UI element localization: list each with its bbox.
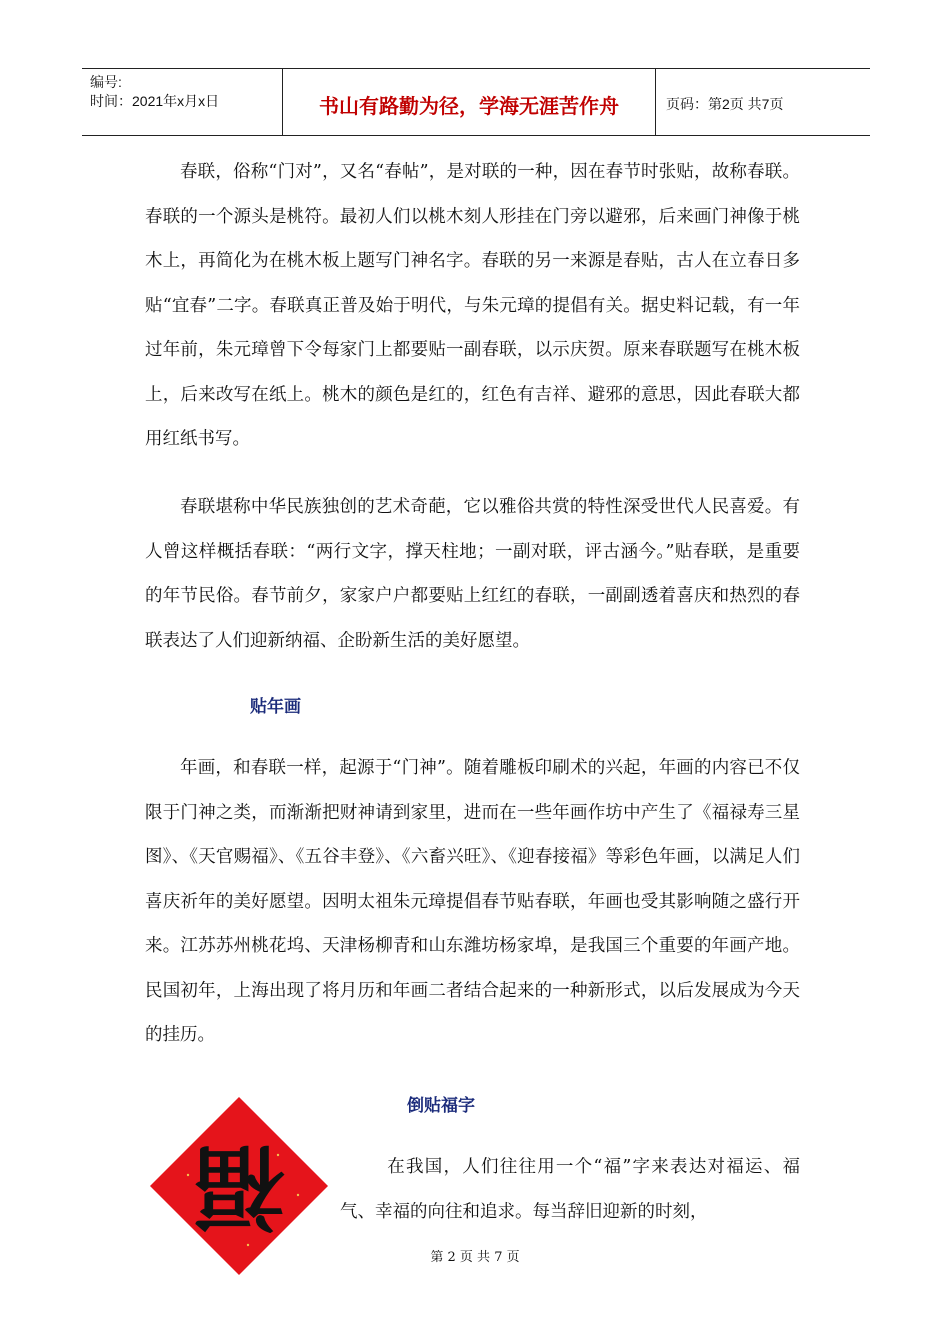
heading-nianhua: 贴年画 (250, 697, 301, 716)
upside-down-fu-character: 福 (192, 1132, 286, 1240)
gold-speck (187, 1174, 189, 1176)
paragraph-nianhua: 年画，和春联一样，起源于“门神”。随着雕板印刷术的兴起，年画的内容已不仅限于门神之类，而渐渐把财神请到家里，进而在一些年画作坊中产生了《福禄寿三星图》、《天官赐福》、《五谷丰登》、《六畜兴旺》、《迎春接福》等彩色年画，以满足人们喜庆祈年的美好愿望。因明太祖朱元璋提倡春节贴春联，年画也受其影响随之盛行开来。江苏苏州桃花坞、天津杨柳青和山东潍坊杨家埠，是我国三个重要的年画产地。民国初年，上海出现了将月历和年画二者结合起来的一种新形式，以后发展成为今天的挂历。 (145, 758, 800, 1045)
page-header (82, 68, 870, 136)
heading-daotie-fuzi: 倒贴福字 (407, 1096, 475, 1115)
header-motto: 书山有路勤为径，学海无涯苦作舟 (282, 69, 656, 135)
page-footer: 第 2 页 共 7 页 (430, 1250, 520, 1265)
gold-speck (297, 1194, 299, 1196)
paragraph-chunlian-origin: 春联，俗称“门对”，又名“春帖”，是对联的一种，因在春节时张贴，故称春联。春联的一个源头是桃符。最初人们以桃木刻人形挂在门旁以避邪，后来画门神像于桃木上，再简化为在桃木板上题写门神名字。春联的另一来源是春贴，古人在立春日多贴“宜春”二字。春联真正普及始于明代，与朱元璋的提倡有关。据史料记载，有一年过年前，朱元璋曾下令每家门上都要贴一副春联，以示庆贺。原来春联题写在桃木板上，后来改写在纸上。桃木的颜色是红的，红色有吉祥、避邪的意思，因此春联大都用红纸书写。 (145, 162, 800, 449)
paragraph-daotie-fuzi: 在我国，人们往往用一个“福”字来表达对福运、福气、幸福的向往和追求。每当辞旧迎新的时刻， (340, 1157, 800, 1222)
id-label: 编号: (90, 74, 122, 90)
date-label: 时间：2021年x月x日 (90, 93, 220, 109)
header-page-info: 页码：第2页 共7页 (666, 96, 784, 112)
header-meta (82, 69, 282, 135)
paragraph-chunlian-art: 春联堪称中华民族独创的艺术奇葩，它以雅俗共赏的特性深受世代人民喜爱。有人曾这样概括春联：“两行文字，撑天柱地；一副对联，评古涵今。”贴春联，是重要的年节民俗。春节前夕，家家户户都要贴上红红的春联，一副副透着喜庆和热烈的春联表达了人们迎新纳福、企盼新生活的美好愿望。 (145, 497, 800, 651)
